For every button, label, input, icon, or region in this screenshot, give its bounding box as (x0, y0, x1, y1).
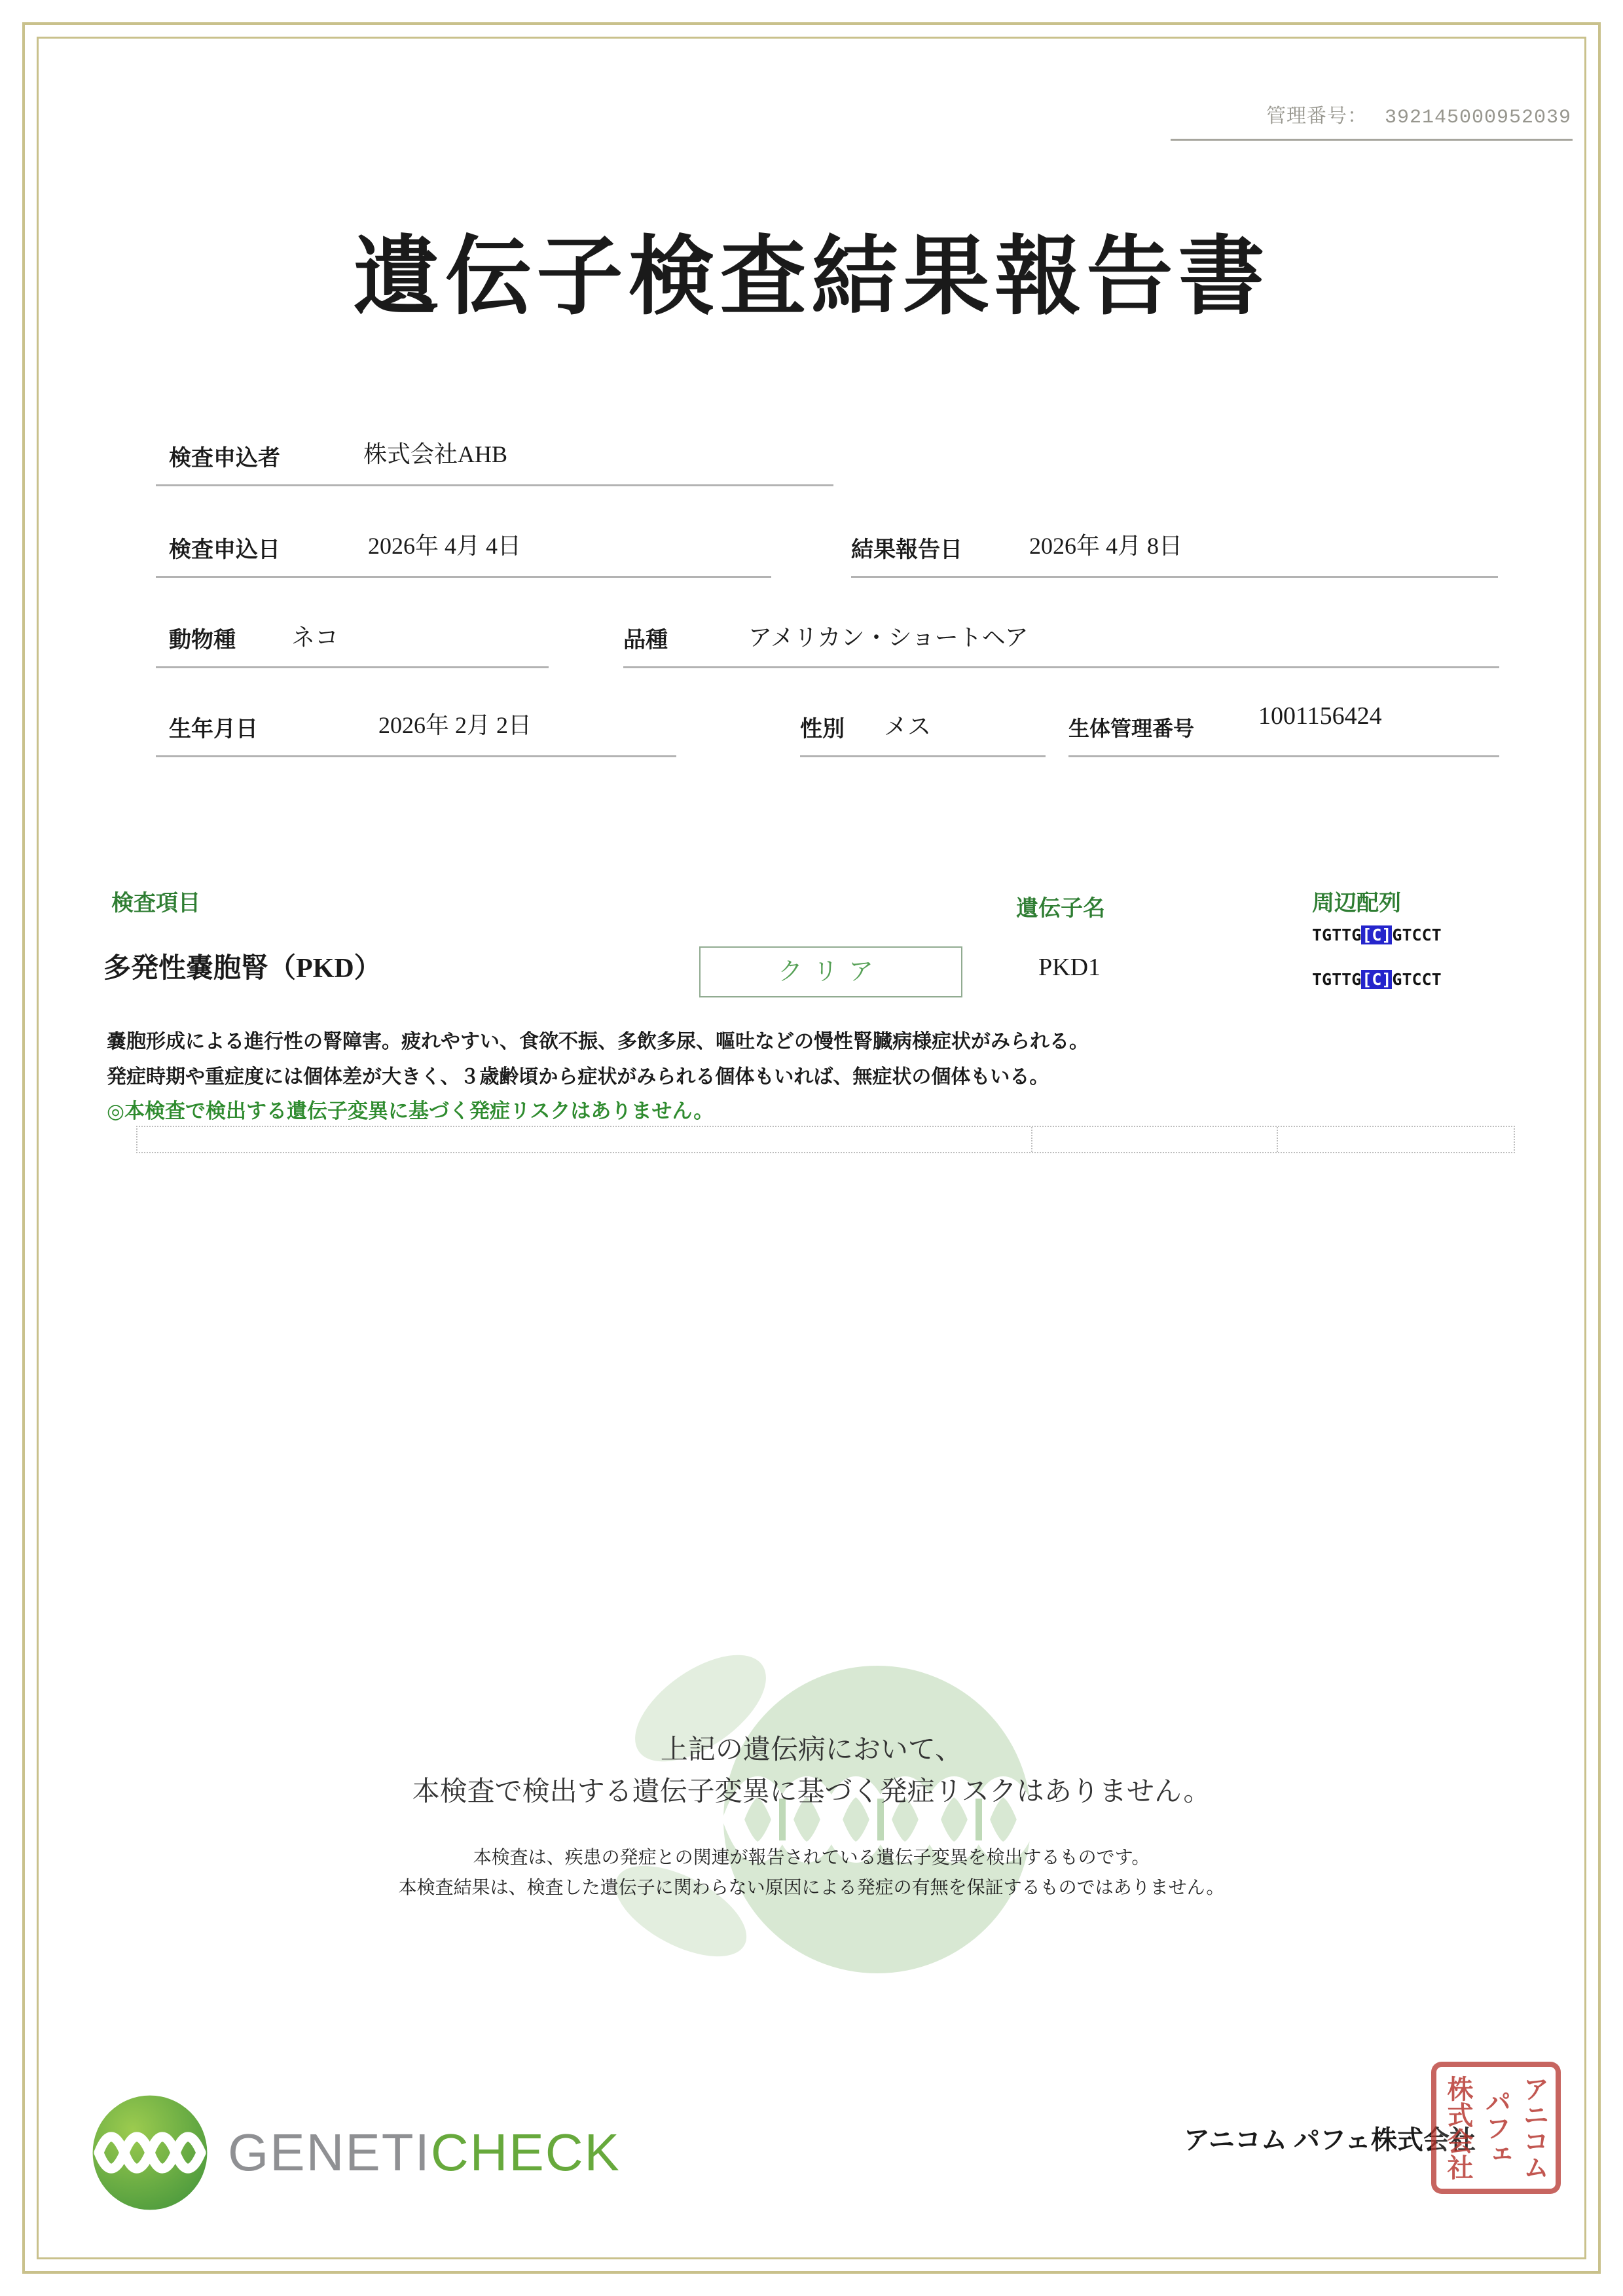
company-name: アニコム パフェ株式会社 (1184, 2125, 1476, 2155)
summary-note1: 本検査は、疾患の発症との関連が報告されている遺伝子変異を検出するものです。 (473, 1847, 1150, 1867)
summary-line2: 本検査で検出する遺伝子変異に基づく発症リスクはありません。 (412, 1776, 1211, 1806)
sequence-line-1 (1312, 925, 1442, 944)
results-header-sequence: 周辺配列 (1312, 891, 1401, 916)
test-item-name: 多発性嚢胞腎（PKD） (103, 954, 382, 984)
birth-value: 2026年 2月 2日 (378, 712, 532, 738)
animal-id-underline (1068, 755, 1499, 757)
control-number-value: 392145000952039 (1384, 107, 1571, 129)
apply-date-underline (156, 576, 771, 578)
seq1-post: GTCCT (1392, 925, 1442, 944)
seq1-variant: [C] (1362, 925, 1392, 944)
breed-value: アメリカン・ショートヘア (748, 624, 1029, 651)
gene-name: PKD1 (1038, 954, 1101, 981)
logo-text-geneti: GENETI (228, 2123, 431, 2181)
disease-description-line2: 発症時期や重症度には個体差が大きく、３歳齢頃から症状がみられる個体もいれば、無症状の個体もいる。 (107, 1066, 1049, 1088)
result-status-box: クリア (699, 946, 962, 997)
company-seal (1431, 2062, 1561, 2194)
dna-watermark (615, 1623, 1048, 2016)
geneticheck-logo (89, 2092, 621, 2214)
report-date-label: 結果報告日 (851, 538, 962, 562)
disease-description-line1: 嚢胞形成による進行性の腎障害。疲れやすい、食欲不振、多飲多尿、嘔吐などの慢性腎臓病様症状がみられる。 (107, 1031, 1089, 1052)
control-number-row (1113, 99, 1571, 129)
control-number-label: 管理番号： (1266, 107, 1368, 129)
seal-column-2: パフェ (1482, 2089, 1511, 2167)
animal-id-value: 1001156424 (1258, 702, 1382, 730)
summary-note2: 本検査結果は、検査した遺伝子に関わらない原因による発症の有無を保証するものではありません。 (398, 1877, 1225, 1897)
seq2-post: GTCCT (1392, 970, 1442, 989)
birth-underline (156, 755, 676, 757)
control-number-underline (1171, 139, 1573, 141)
seal-column-1: アニコム (1520, 2075, 1549, 2180)
animal-id-label: 生体管理番号 (1068, 717, 1195, 740)
species-underline (156, 666, 549, 668)
empty-row-divider-gene (1031, 1127, 1032, 1152)
applicant-value: 株式会社AHB (363, 441, 508, 467)
species-value: ネコ (291, 624, 339, 651)
applicant-label: 検査申込者 (169, 446, 280, 471)
birth-label: 生年月日 (169, 717, 258, 742)
risk-note: ◎本検査で検出する遺伝子変異に基づく発症リスクはありません。 (107, 1100, 714, 1122)
seal-column-3: 株式会社 (1444, 2075, 1473, 2180)
seq1-pre: TGTTG (1312, 925, 1362, 944)
geneticheck-logo-text (228, 2123, 621, 2183)
breed-label: 品種 (623, 628, 668, 653)
applicant-underline (156, 484, 833, 486)
seq2-variant: [C] (1362, 970, 1392, 989)
sequence-line-2 (1312, 970, 1442, 989)
breed-underline (623, 666, 1499, 668)
apply-date-value: 2026年 4月 4日 (368, 533, 522, 559)
sex-value: メス (884, 713, 932, 740)
report-date-value: 2026年 4月 8日 (1029, 533, 1183, 559)
seq2-pre: TGTTG (1312, 970, 1362, 989)
apply-date-label: 検査申込日 (169, 538, 280, 562)
empty-row-divider-sequence (1277, 1127, 1278, 1152)
empty-result-row (136, 1126, 1515, 1153)
species-label: 動物種 (169, 628, 236, 653)
sex-label: 性別 (800, 717, 845, 742)
geneticheck-logo-icon (89, 2092, 211, 2214)
results-header-gene: 遺伝子名 (1016, 897, 1105, 921)
sex-underline (800, 755, 1046, 757)
results-header-item: 検査項目 (111, 891, 200, 916)
summary-line1: 上記の遺伝病において、 (660, 1734, 963, 1765)
logo-text-check: CHECK (430, 2123, 621, 2181)
report-title: 遺伝子検査結果報告書 (353, 229, 1270, 325)
report-date-underline (851, 576, 1498, 578)
